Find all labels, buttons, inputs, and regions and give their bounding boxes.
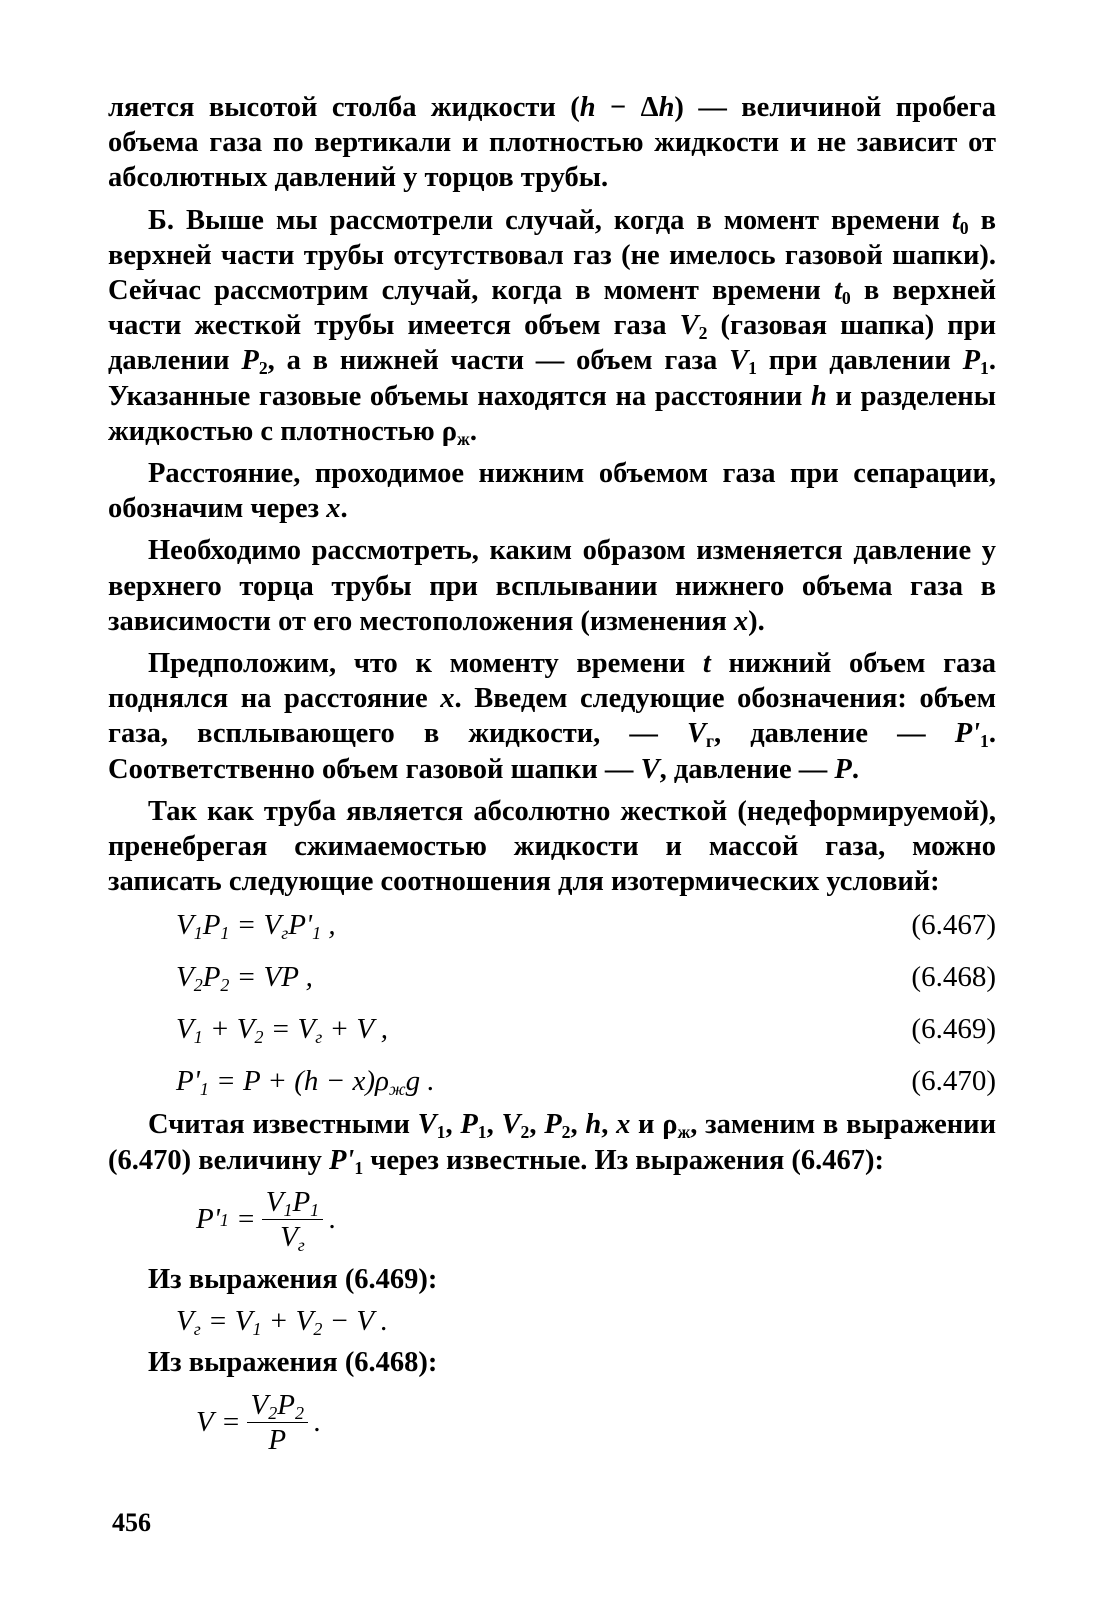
paragraph-5: Предположим, что к моменту времени t нижний объем газа поднялся на расстояние x. Введем следующие обозначения: объем газа, всплывающего в жидкости, — $V_г$, давление — $P'_1$. Соответственно объем газовой шапки — V, давление — P. (108, 648, 996, 785)
paragraph-2: Б. Выше мы рассмотрели случай, когда в момент времени $t_0$ в верхней части трубы отсутствовал газ (не имелось газовой шапки). Сейчас рассмотрим случай, когда в момент времени $t_0$ в верхней части жесткой трубы имеется объем газа $V_2$ (газовая шапка) при давлении $P_2$, а в нижней части — объем газа $V_1$ при давлении $P_1$. Указанные газовые объемы находятся на расстоянии h и разделены жидкостью с плотностью $\rho_ж$. (108, 204, 996, 449)
paragraph-4: Необходимо рассмотреть, каким образом изменяется давление у верхнего торца трубы при всплывании нижнего объема газа в зависимости от его местоположения (изменения x). (108, 535, 996, 637)
page-number: 456 (112, 1508, 151, 1537)
equation-6-469: $V_1 + V_2 = V_г + V$ , (6.469) (176, 1012, 996, 1047)
paragraph-9: Из выражения (6.468): (148, 1347, 438, 1379)
formula-v: V = $\frac{V_2P_2}{P}$ . (196, 1388, 322, 1456)
formula-vg: $V_г = V_1 + V_2 - V$ . (176, 1305, 389, 1340)
equation-number: (6.467) (911, 908, 996, 941)
paragraph-8: Из выражения (6.469): (148, 1263, 438, 1295)
paragraph-3: Расстояние, проходимое нижним объемом газа при сепарации, обозначим через x. (108, 458, 996, 525)
paragraph-1: ляется высотой столба жидкости (h − Δh) — величиной пробега объема газа по вертикали и плотностью жидкости и не зависит от абсолютных давлений у торцов трубы. (108, 92, 997, 194)
equation-6-468: $V_2P_2$ = VP , (6.468) (176, 960, 996, 995)
equation-6-467: $V_1P_1 = V_гP'_1$ , (6.467) (176, 908, 996, 943)
formula-p1-prime: P' 1 = $\frac{V_1P_1}{V_г}$ . (196, 1186, 337, 1256)
equation-6-470: $P'_1 = P + (h - x)\rho_жg$ . (6.470) (176, 1064, 996, 1099)
paragraph-7: Считая известными $V_1$, $P_1$, $V_2$, $P_2$, h, x и $\rho_ж$, заменим в выражении (6.470) величину $P'_1$ через известные. Из выражения (6.467): (108, 1109, 997, 1178)
equation-number: (6.468) (911, 960, 996, 993)
paragraph-6: Так как труба является абсолютно жесткой (недеформируемой), пренебрегая сжимаемостью жидкости и массой газа, можно записать следующие соотношения для изотермических условий: (108, 795, 996, 898)
equation-number: (6.470) (911, 1064, 996, 1097)
equation-number: (6.469) (911, 1012, 996, 1045)
page-body (108, 90, 996, 1464)
